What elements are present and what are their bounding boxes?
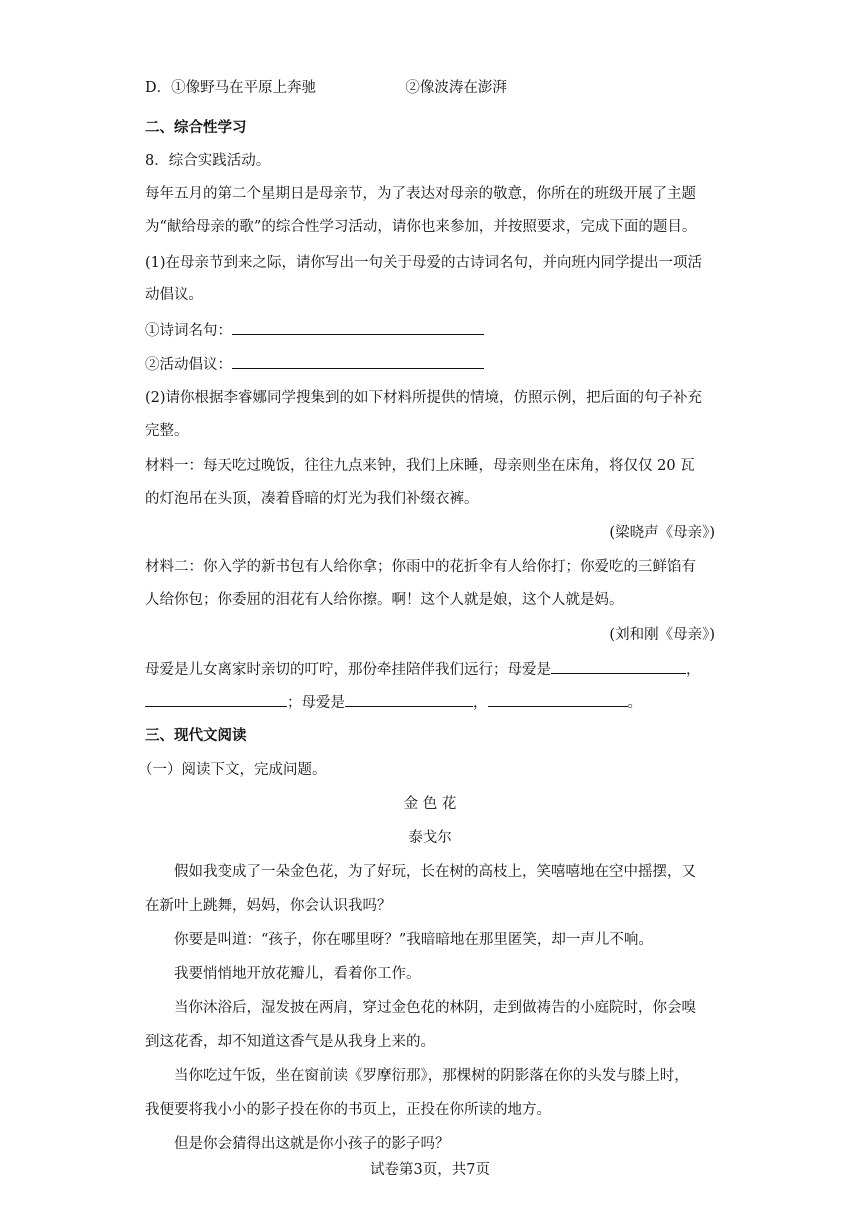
fill-blank-4[interactable] [488,692,628,707]
fill-line1-end: ， [686,662,701,678]
option-d-part1: D．①像野马在平原上奔驰 [145,80,317,96]
q8-sub2-line2: 完整。 [145,423,189,439]
fill-line1-text: 母爱是儿女离家时亲切的叮咛，那份牵挂陪伴我们远行；母爱是 [145,662,551,678]
section3-subheading: （一）阅读下文，完成问题。 [138,762,327,778]
fill-blank-2[interactable] [145,692,287,707]
material1-source: (梁晓声《母亲》) [609,525,715,541]
fill-blank-1[interactable] [551,659,686,674]
material2-source: (刘和刚《母亲》) [609,627,715,643]
poem-author: 泰戈尔 [408,830,452,846]
poem-line-blank[interactable] [232,320,484,335]
material2-line2: 人给你包；你委屈的泪花有人给你擦。啊！这个人就是娘，这个人就是妈。 [145,592,624,608]
q8-intro-line1: 每年五月的第二个星期日是母亲节，为了表达对母亲的敬意，你所在的班级开展了主题 [145,186,696,202]
q8-sub1-line1: (1)在母亲节到来之际，请你写出一句关于母爱的古诗词名句，并向班内同学提出一项活 [145,255,703,271]
fill-line1 [145,659,701,680]
poem-line-item [145,320,484,341]
section2-heading: 二、综合性学习 [145,119,247,136]
para3: 我要悄悄地开放花瓣儿，看着你工作。 [174,966,421,982]
para5-line2: 我便要将我小小的影子投在你的书页上，正投在你所读的地方。 [145,1102,551,1118]
material1-line1: 材料一：每天吃过晚饭，往往九点来钟，我们上床睡，母亲则坐在床角，将仅仅 20 瓦 [145,458,695,474]
option-d [145,78,507,98]
para2: 你要是叫道：“孩子，你在哪里呀？”我暗暗地在那里匿笑，却一声儿不响。 [174,932,653,948]
q8-intro-line2: 为“献给母亲的歌”的综合性学习活动，请你也来参加，并按照要求，完成下面的题目。 [145,219,697,235]
fill-line2-mid1: ；母爱是 [287,695,345,711]
proposal-label: ②活动倡议： [145,357,232,373]
para6: 但是你会猜得出这就是你小孩子的影子吗？ [174,1136,450,1152]
question-8-title: 8．综合实践活动。 [145,153,271,169]
poem-line-label: ①诗词名句： [145,323,232,339]
section3-heading: 三、现代文阅读 [145,727,247,744]
fill-blank-3[interactable] [345,692,473,707]
q8-sub2-line1: (2)请你根据李睿娜同学搜集到的如下材料所提供的情境，仿照示例，把后面的句子补充 [145,390,703,406]
page-footer: 试卷第3页，共7页 [370,1162,490,1178]
para1-line2: 在新叶上跳舞，妈妈，你会认识我吗？ [145,898,392,914]
option-d-part2: ②像波涛在澎湃 [405,80,507,96]
fill-line2-end: 。 [627,695,642,711]
proposal-item [145,354,484,375]
proposal-blank[interactable] [232,354,484,369]
material2-line1: 材料二：你入学的新书包有人给你拿；你雨中的花折伞有人给你打；你爱吃的三鲜馅有 [145,559,696,575]
q8-sub1-line2: 动倡议。 [145,287,203,303]
para4-line1: 当你沐浴后，湿发披在两肩，穿过金色花的林阴，走到做祷告的小庭院时，你会嗅 [174,1000,696,1016]
para1-line1: 假如我变成了一朵金色花，为了好玩，长在树的高枝上，笑嘻嘻地在空中摇摆，又 [174,864,696,880]
material1-line2: 的灯泡吊在头顶，凑着昏暗的灯光为我们补缀衣裤。 [145,491,479,507]
para5-line1: 当你吃过午饭，坐在窗前读《罗摩衍那》，那棵树的阴影落在你的头发与膝上时， [174,1068,689,1084]
fill-line2 [145,692,642,713]
para4-line2: 到这花香，却不知道这香气是从我身上来的。 [145,1034,435,1050]
poem-title: 金 色 花 [403,796,457,812]
fill-line2-mid2: ， [473,695,488,711]
